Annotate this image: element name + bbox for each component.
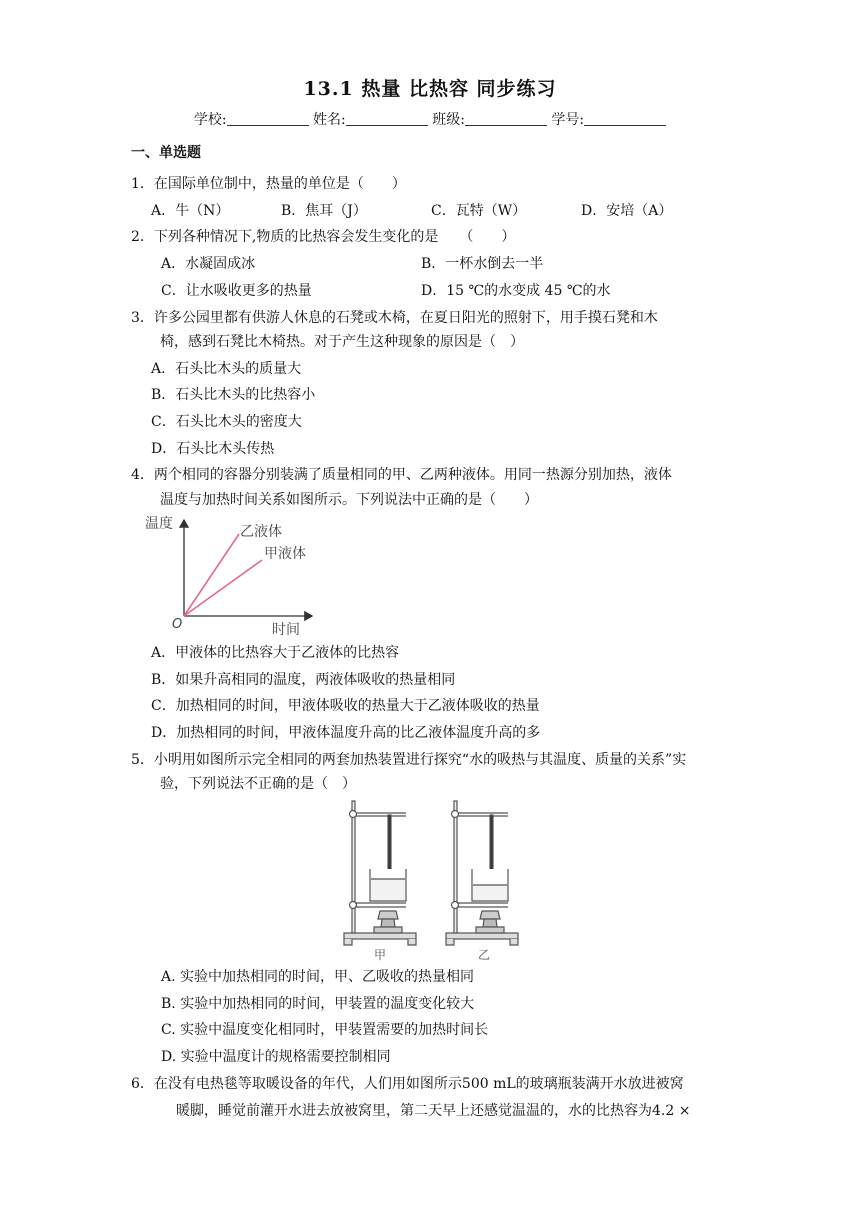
q5-option-c: C. 实验中温度变化相同时，甲装置需要的加热时间长 <box>161 1022 489 1038</box>
q5-option-a: A. 实验中加热相同的时间，甲、乙吸收的热量相同 <box>161 969 475 985</box>
q4-stem-line2: 温度与加热时间关系如图所示。下列说法中正确的是（ ） <box>160 492 538 508</box>
q6-stem-line2: 暖脚，睡觉前灌开水进去放被窝里，第二天早上还感觉温温的，水的比热容为4.2 × <box>176 1103 691 1119</box>
x-axis-label: 时间 <box>272 622 300 638</box>
temperature-time-graph <box>140 512 320 640</box>
y-axis-label: 温度 <box>145 516 173 532</box>
line-yi-label: 乙液体 <box>240 524 282 540</box>
apparatus-jia-label: 甲 <box>374 948 387 962</box>
q1-option-a: A．牛（N） <box>151 203 230 219</box>
name-label: 姓名: <box>313 112 346 128</box>
line-yi-liquid <box>184 534 239 616</box>
q4-stem-line1: 4．两个相同的容器分别装满了质量相同的甲、乙两种液体。用同一热源分别加热，液体 <box>131 467 672 483</box>
class-label: 班级: <box>432 112 465 128</box>
q3-stem-line2: 椅，感到石凳比木椅热。对于产生这种现象的原因是（ ） <box>160 334 524 350</box>
name-blank[interactable] <box>346 113 428 126</box>
page-title: 13.1 热量 比热容 同步练习 <box>303 78 557 100</box>
line-jia-label: 甲液体 <box>264 546 306 562</box>
apparatus-yi <box>446 801 518 945</box>
q1-stem: 1．在国际单位制中，热量的单位是（ ） <box>131 176 406 192</box>
q5-stem-line2: 验，下列说法不正确的是（ ） <box>160 776 356 792</box>
apparatus-yi-label: 乙 <box>478 948 491 962</box>
q5-stem-line1: 5．小明用如图所示完全相同的两套加热装置进行探究“水的吸热与其温度、质量的关系”实 <box>131 752 687 768</box>
q3-stem-line1: 3．许多公园里都有供游人休息的石凳或木椅，在夏日阳光的照射下，用手摸石凳和木 <box>131 310 658 326</box>
q2-option-d: D．15 ℃的水变成 45 ℃的水 <box>421 283 611 299</box>
student-info-line <box>0 109 860 129</box>
q3-option-c: C．石头比木头的密度大 <box>151 414 302 430</box>
q2-option-a: A．水凝固成冰 <box>161 256 256 272</box>
school-blank[interactable] <box>227 113 309 126</box>
q5-option-d: D. 实验中温度计的规格需要控制相同 <box>161 1049 391 1065</box>
q4-option-a: A．甲液体的比热容大于乙液体的比热容 <box>151 645 400 661</box>
q4-option-d: D．加热相同的时间，甲液体温度升高的比乙液体温度升高的多 <box>151 725 541 741</box>
q2-option-c: C．让水吸收更多的热量 <box>161 283 312 299</box>
q1-option-b: B．焦耳（J） <box>281 203 367 219</box>
q2-stem: 2．下列各种情况下,物质的比热容会发生变化的是 （ ） <box>131 229 516 245</box>
q4-option-b: B．如果升高相同的温度，两液体吸收的热量相同 <box>151 672 456 688</box>
q3-option-b: B．石头比木头的比热容小 <box>151 387 316 403</box>
section-heading: 一、单选题 <box>131 145 201 161</box>
q3-option-d: D．石头比木头传热 <box>151 441 275 457</box>
q4-option-c: C．加热相同的时间，甲液体吸收的热量大于乙液体吸收的热量 <box>151 698 540 714</box>
heating-apparatus-figure <box>340 797 530 963</box>
q6-stem-line1: 6．在没有电热毯等取暖设备的年代，人们用如图所示500 mL的玻璃瓶装满开水放进被窝 <box>131 1076 684 1092</box>
number-blank[interactable] <box>584 113 666 126</box>
q3-option-a: A．石头比木头的质量大 <box>151 361 302 377</box>
q1-option-c: C．瓦特（W） <box>431 203 527 219</box>
school-label: 学校: <box>193 112 227 128</box>
apparatus-jia <box>344 801 416 945</box>
number-label: 学号: <box>551 112 585 128</box>
class-blank[interactable] <box>465 113 547 126</box>
line-jia-liquid <box>184 560 262 616</box>
q1-option-d: D．安培（A） <box>581 203 673 219</box>
q2-option-b: B．一杯水倒去一半 <box>421 256 544 272</box>
q5-option-b: B. 实验中加热相同的时间，甲装置的温度变化较大 <box>161 996 475 1012</box>
origin-label: O <box>172 617 183 632</box>
